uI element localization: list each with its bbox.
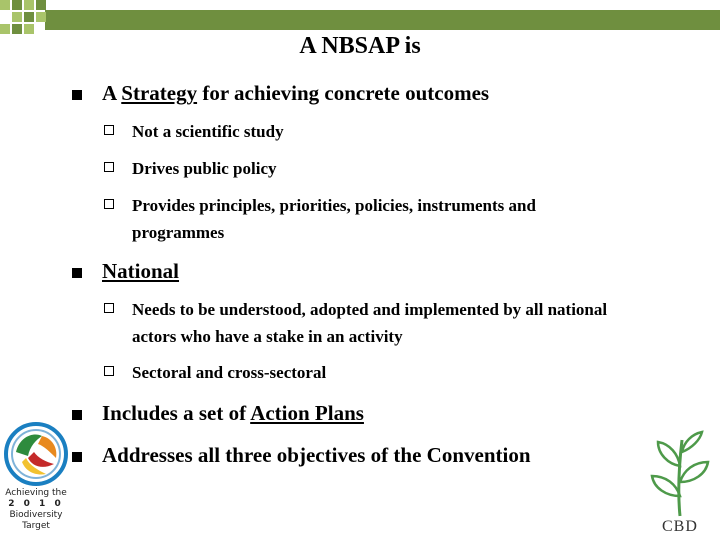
biodiversity-target-logo-icon [2, 422, 70, 486]
cbd-plant-logo-icon [644, 430, 714, 518]
hollow-square-bullet-icon [104, 125, 114, 135]
header-green-bar [45, 10, 720, 30]
biodiversity-caption: Achieving the 2 0 1 0 Biodiversity Target [5, 488, 67, 531]
slide-title: A NBSAP is [299, 33, 421, 59]
square-bullet-icon [72, 410, 82, 420]
national-link[interactable]: National [102, 259, 180, 283]
strategy-link[interactable]: Strategy [121, 81, 198, 105]
hollow-square-bullet-icon [104, 303, 114, 313]
hollow-square-bullet-icon [104, 162, 114, 172]
action-plans-link[interactable]: Action Plans [250, 401, 364, 425]
cbd-logo-text: CBD [662, 518, 698, 535]
square-bullet-icon [72, 90, 82, 100]
hollow-square-bullet-icon [104, 199, 114, 209]
square-bullet-icon [72, 452, 82, 462]
square-bullet-icon [72, 268, 82, 278]
hollow-square-bullet-icon [104, 366, 114, 376]
